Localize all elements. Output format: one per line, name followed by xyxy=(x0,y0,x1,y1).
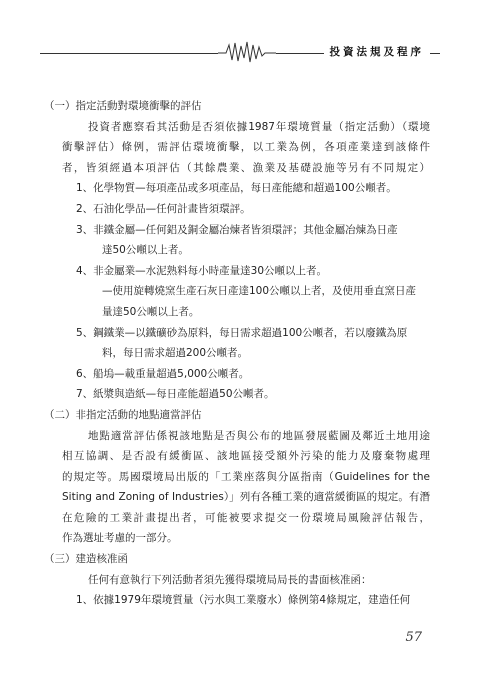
list-item-4: 4、非金屬業—水泥熟料每小時產量達30公噸以上者。 xyxy=(76,264,328,277)
list-item-3: 3、非鐵金屬—任何鋁及銅金屬冶煉者皆須環評；其他金屬冶煉為日產 xyxy=(76,223,398,236)
list-item-3-continued: 達50公噸以上者。 xyxy=(102,244,189,257)
list-item-5-continued: 料，每日需求超過200公噸者。 xyxy=(102,347,249,360)
section-heading-1: （一）指定活動對環境衝擊的評估 xyxy=(44,100,202,112)
paragraph-line: 相互協調、是否設有緩衝區、該地區接受額外污染的能力及廢棄物處理 xyxy=(62,450,430,463)
list-item-6: 6、船塢—載重量超過5,000公噸者。 xyxy=(76,367,250,380)
paragraph-line: 任何有意執行下列活動者須先獲得環境局局長的書面核准函： xyxy=(88,573,372,586)
paragraph-line: Siting and Zoning of Industries）」列有各種工業的適當緩衝區的規定。有潛 xyxy=(62,491,430,504)
paragraph-line: 地點適當評估係視該地點是否與公布的地區發展藍圖及鄰近土地用途 xyxy=(88,429,430,442)
page-number: 57 xyxy=(405,630,422,645)
paragraph-line: 的規定等。馬國環境局出版的「工業座落與分區指南（Guidelines for the xyxy=(62,470,430,483)
list-item-7: 7、紙漿與造紙—每日產能超過50公噸者。 xyxy=(76,388,275,401)
list-item-1: 1、化學物質—每項產品或多項產品，每日產能總和超過100公噸者。 xyxy=(76,182,397,195)
paragraph-line: 者，皆須經過本項評估（其餘農業、漁業及基礎設施等另有不同規定） xyxy=(62,161,430,174)
header-rule-left xyxy=(40,53,218,54)
list-item-4-sub-continued: 量達50公噸以上者。 xyxy=(102,305,200,318)
paragraph-line: 作為選址考慮的一部分。 xyxy=(62,532,178,545)
list-item-5: 5、鋼鐵業—以鐵礦砂為原料，每日需求超過100公噸者，若以廢鐵為原 xyxy=(76,326,408,339)
list-item-2: 2、石油化學品—任何計畫皆須環評。 xyxy=(76,202,251,215)
body-text xyxy=(44,96,430,611)
header-title: 投資法規及程序 xyxy=(324,44,431,60)
paragraph-line: 衝擊評估）條例，需評估環境衝擊，以工業為例，各項產業達到該條件 xyxy=(62,141,430,154)
section-heading-2: （二）非指定活動的地點適當評估 xyxy=(44,408,202,421)
heartbeat-wave-icon xyxy=(218,40,276,64)
list-item-4-sub: —使用旋轉燒窯生產石灰日產達100公噸以上者，及使用垂直窯日產 xyxy=(102,285,417,298)
paragraph-line: 投資者應察看其活動是否須依據1987年環境質量（指定活動）（環境 xyxy=(88,120,430,133)
list-item-1: 1、依據1979年環境質量（污水與工業廢水）條例第4條規定，建造任何 xyxy=(76,594,411,607)
section-heading-3: （三）建造核准函 xyxy=(44,553,128,566)
paragraph-line: 在危險的工業計畫提出者，可能被要求提交一份環境局風險評估報告， xyxy=(62,511,430,524)
running-header xyxy=(40,40,440,64)
